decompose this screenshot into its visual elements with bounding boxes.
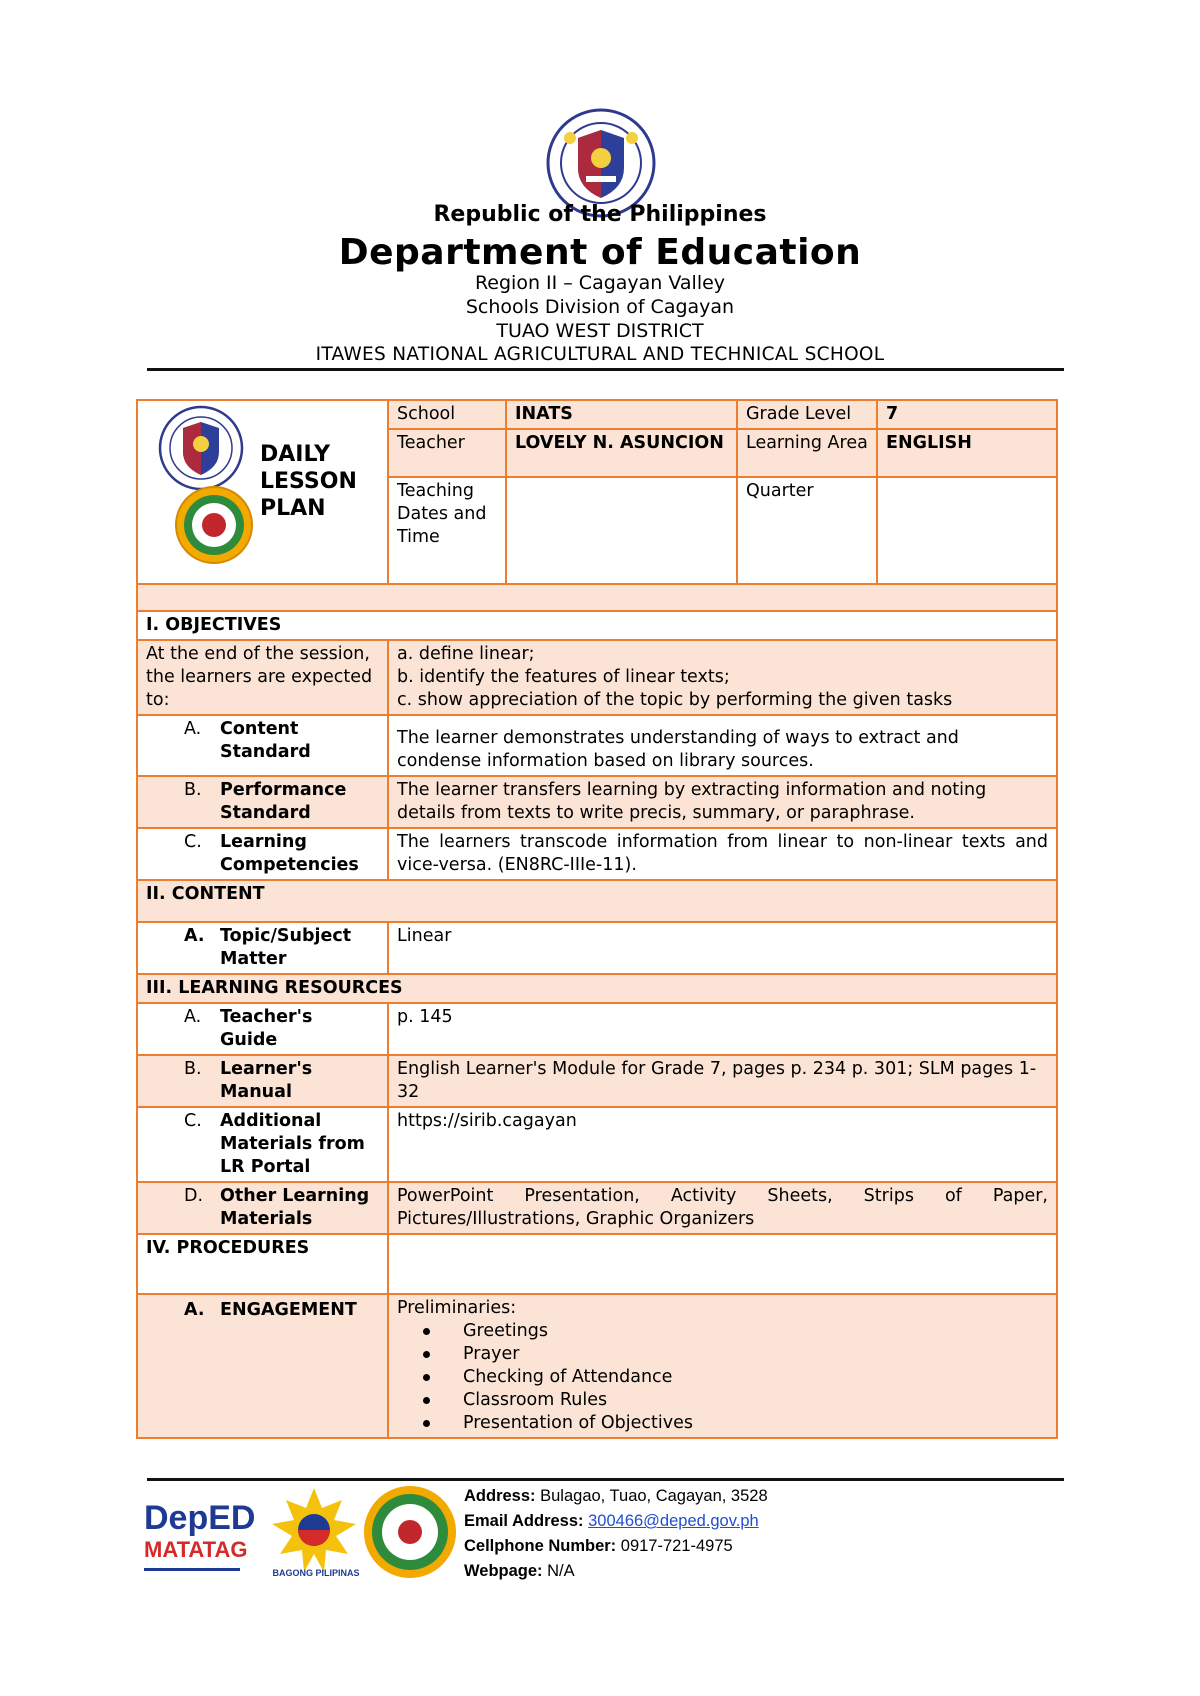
republic-heading: Republic of the Philippines (433, 202, 767, 227)
list-item: Greetings (463, 1320, 1048, 1343)
school-seal-icon (174, 485, 254, 565)
matatag-logo-text: MATATAG (144, 1537, 248, 1562)
dlp-title-line-1: DAILY (260, 442, 330, 467)
footer-contact (464, 1484, 768, 1584)
objective-item: b. identify the features of linear texts; (397, 667, 730, 687)
learners-manual-value: English Learner's Module for Grade 7, pages p. 234 p. 301; SLM pages 1-32 (388, 1055, 1057, 1107)
dlp-title (260, 441, 357, 522)
bagong-pilipinas-text: BAGONG PILIPINAS (272, 1568, 360, 1578)
header-rule (147, 368, 1064, 371)
email-link[interactable]: 300466@deped.gov.ph (588, 1512, 759, 1530)
lr-portal-value[interactable]: https://sirib.cagayan (388, 1107, 1057, 1182)
learners-manual-label: B. Learner's Manual (137, 1055, 388, 1107)
competencies-value: The learners transcode information from linear to non-linear texts and vice-versa. (EN8RC-IIIe-11). (388, 828, 1057, 880)
competencies-label: C. Learning Competencies (137, 828, 388, 880)
footer-rule (147, 1478, 1064, 1481)
division-line: Schools Division of Cagayan (465, 296, 735, 318)
objectives-heading: I. OBJECTIVES (137, 611, 1057, 640)
list-item: Prayer (463, 1343, 1048, 1366)
performance-standard-value: The learner transfers learning by extracting information and noting details from texts to write precis, summary, or paraphrase. (388, 776, 1057, 828)
deped-seal-small-icon (158, 405, 244, 491)
dates-label: Teaching Dates and Time (388, 477, 506, 584)
engagement-label: A. ENGAGEMENT (137, 1294, 388, 1438)
phone-line: Cellphone Number: 0917-721-4975 (464, 1537, 733, 1555)
school-name-line: ITAWES NATIONAL AGRICULTURAL AND TECHNICAL SCHOOL (315, 344, 885, 365)
objectives-intro: At the end of the session, the learners are expected to: (137, 640, 388, 715)
list-item: Presentation of Objectives (463, 1412, 1048, 1435)
engagement-list (397, 1320, 1048, 1435)
topic-value: Linear (388, 922, 1057, 974)
webpage-line: Webpage: N/A (464, 1562, 575, 1580)
spacer-row (137, 584, 1057, 611)
resources-heading: III. LEARNING RESOURCES (137, 974, 1057, 1003)
performance-standard-label: B. Performance Standard (137, 776, 388, 828)
quarter-label: Quarter (737, 477, 877, 584)
grade-value: 7 (877, 400, 1057, 429)
district-line: TUAO WEST DISTRICT (496, 320, 704, 342)
objectives-list (388, 640, 1057, 715)
deped-logo-text: DepED (144, 1499, 256, 1537)
teacher-value: LOVELY N. ASUNCION (506, 429, 737, 477)
list-item: Classroom Rules (463, 1389, 1048, 1412)
region-line: Region II – Cagayan Valley (474, 272, 726, 294)
school-label: School (388, 400, 506, 429)
school-footer-seal-icon (362, 1484, 458, 1580)
dates-value (506, 477, 737, 584)
engagement-value (388, 1294, 1057, 1438)
school-value: INATS (506, 400, 737, 429)
area-value: ENGLISH (877, 429, 1057, 477)
email-line: Email Address: 300466@deped.gov.ph (464, 1512, 759, 1530)
lr-portal-label: C. Additional Materials from LR Portal (137, 1107, 388, 1182)
deped-matatag-logo (144, 1499, 256, 1580)
content-heading: II. CONTENT (137, 880, 1057, 922)
teacher-label: Teacher (388, 429, 506, 477)
content-standard-label: A. Content Standard (137, 715, 388, 776)
quarter-value (877, 477, 1057, 584)
content-standard-value: The learner demonstrates understanding of ways to extract and condense information based on library sources. (388, 715, 1057, 776)
dlp-title-line-2: LESSON (260, 469, 357, 494)
engagement-intro: Preliminaries: (397, 1298, 517, 1318)
objective-item: a. define linear; (397, 644, 535, 664)
dlp-title-line-3: PLAN (260, 496, 326, 521)
address-line: Address: Bulagao, Tuao, Cagayan, 3528 (464, 1487, 768, 1505)
grade-label: Grade Level (737, 400, 877, 429)
objective-item: c. show appreciation of the topic by performing the given tasks (397, 690, 953, 710)
department-heading: Department of Education (338, 232, 862, 273)
topic-label: A. Topic/Subject Matter (137, 922, 388, 974)
other-materials-value: PowerPoint Presentation, Activity Sheets, Strips of Paper, Pictures/Illustrations, Graphic Organizers (388, 1182, 1057, 1234)
area-label: Learning Area (737, 429, 877, 477)
logo-title-cell (137, 400, 388, 584)
procedures-empty (388, 1234, 1057, 1294)
teachers-guide-value: p. 145 (388, 1003, 1057, 1055)
bagong-pilipinas-logo-icon (266, 1484, 362, 1580)
other-materials-label: D. Other Learning Materials (137, 1182, 388, 1234)
list-item: Checking of Attendance (463, 1366, 1048, 1389)
lesson-plan-table (136, 399, 1058, 1439)
teachers-guide-label: A. Teacher's Guide (137, 1003, 388, 1055)
procedures-heading: IV. PROCEDURES (137, 1234, 388, 1294)
